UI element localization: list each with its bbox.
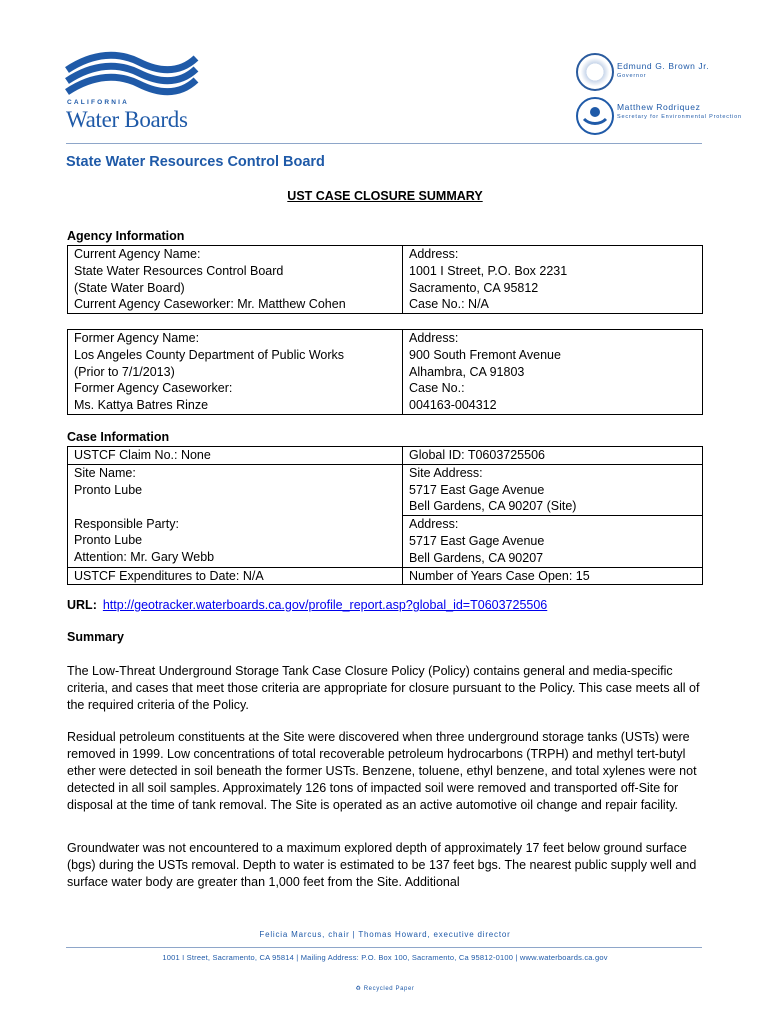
site-name: Pronto Lube xyxy=(74,482,143,497)
responsible-party-label: Responsible Party: xyxy=(74,516,179,531)
header-divider xyxy=(66,143,702,144)
summary-paragraph-1: The Low-Threat Underground Storage Tank Case Closure Policy (Policy) contains general and media-specific criteria, and cases that meet those criteria are appropriate for closure pursuant to the Policy. This case meets all of the required criteria of the Policy. xyxy=(67,664,700,712)
board-title: State Water Resources Control Board xyxy=(66,154,325,170)
site-address-street: 5717 East Gage Avenue xyxy=(409,482,545,497)
url-label: URL: xyxy=(67,598,97,612)
site-address-city: Bell Gardens, CA 90207 (Site) xyxy=(409,499,577,514)
former-case-number: 004163-004312 xyxy=(409,398,497,413)
california-seal-icon xyxy=(576,53,614,91)
global-id-cell: Global ID: T0603725506 xyxy=(403,447,703,465)
former-agency-address-cell xyxy=(403,330,703,415)
site-name-label: Site Name: xyxy=(74,465,136,480)
expenditures-cell: USTCF Expenditures to Date: N/A xyxy=(68,567,403,585)
secretary-title: Secretary for Environmental Protection xyxy=(617,114,742,120)
site-address-label: Site Address: xyxy=(409,465,483,480)
responsible-party-address-cell xyxy=(403,516,703,567)
footer-divider xyxy=(66,947,702,948)
calepa-logo-icon xyxy=(576,97,614,135)
current-address-street: 1001 I Street, P.O. Box 2231 xyxy=(409,263,568,278)
secretary-name: Matthew Rodriquez xyxy=(617,102,701,112)
former-address-street: 900 South Fremont Avenue xyxy=(409,347,561,362)
former-address-label: Address: xyxy=(409,331,459,345)
responsible-party-cell xyxy=(68,516,403,567)
former-caseworker-label: Former Agency Caseworker: xyxy=(74,381,233,396)
case-information-heading: Case Information xyxy=(67,430,170,444)
former-agency-date: (Prior to 7/1/2013) xyxy=(74,364,175,379)
former-agency-table xyxy=(67,329,703,415)
logo-name: Water Boards xyxy=(66,107,188,132)
governor-title: Governor xyxy=(617,73,647,79)
years-open-cell: Number of Years Case Open: 15 xyxy=(403,567,703,585)
current-address-label: Address: xyxy=(409,247,459,261)
footer-names: Felicia Marcus, chair | Thomas Howard, executive director xyxy=(259,930,511,939)
former-agency-cell xyxy=(68,330,403,415)
governor-name: Edmund G. Brown Jr. xyxy=(617,61,710,71)
site-name-cell xyxy=(68,464,403,515)
recycle-icon: ♻ xyxy=(355,986,364,992)
current-agency-caseworker: Current Agency Caseworker: Mr. Matthew Cohen xyxy=(74,297,346,312)
former-case-number-label: Case No.: xyxy=(409,381,465,396)
summary-heading: Summary xyxy=(67,630,124,644)
recycled-paper-mark xyxy=(0,985,770,992)
url-line xyxy=(67,598,547,612)
current-case-number: Case No.: N/A xyxy=(409,297,489,312)
current-agency-address-cell xyxy=(403,246,703,314)
current-agency-label: Current Agency Name: xyxy=(74,247,201,261)
current-agency-abbrev: (State Water Board) xyxy=(74,280,185,295)
former-caseworker-name: Ms. Kattya Batres Rinze xyxy=(74,398,209,413)
current-agency-table xyxy=(67,245,703,314)
case-information-table xyxy=(67,446,703,585)
document-title: UST CASE CLOSURE SUMMARY xyxy=(287,189,483,203)
responsible-party-name: Pronto Lube xyxy=(74,533,143,548)
summary-paragraph-2: Residual petroleum constituents at the Site were discovered when three underground storage tanks (USTs) were removed in 1999. Low concentrations of total recoverable petroleum hydrocarbons (TRPH) and methyl tert-butyl ether were detected in soil beneath the former USTs. Benzene, toluene, ethyl benzene, and total xylenes were not detected in all soil samples. Approximately 126 tons of impacted soil were removed and transported off-Site for disposal at the time of tank removal. The Site is operated as an active automotive oil change and repair facility. xyxy=(67,730,697,812)
governor-block xyxy=(617,61,709,81)
current-address-city: Sacramento, CA 95812 xyxy=(409,280,539,295)
recycled-paper-label: Recycled Paper xyxy=(363,986,415,992)
current-agency-name: State Water Resources Control Board xyxy=(74,263,284,278)
geotracker-link[interactable]: http://geotracker.waterboards.ca.gov/profile_report.asp?global_id=T0603725506 xyxy=(102,598,548,612)
rp-address-label: Address: xyxy=(409,517,459,532)
summary-paragraph-3: Groundwater was not encountered to a maximum explored depth of approximately 17 feet below ground surface (bgs) during the USTs removal. Depth to water is estimated to be 137 feet bgs. The nearest public supply well and surface water body are greater than 1,000 feet from the Site. Additional xyxy=(67,841,697,889)
secretary-block xyxy=(617,102,742,122)
responsible-party-attention: Attention: Mr. Gary Webb xyxy=(74,550,215,565)
former-agency-label: Former Agency Name: xyxy=(74,331,200,345)
logo-state-label: CALIFORNIA xyxy=(67,99,130,106)
footer-address: 1001 I Street, Sacramento, CA 95814 | Mailing Address: P.O. Box 100, Sacramento, Ca 95812-0100 | www.waterboards.ca.gov xyxy=(162,953,608,962)
former-agency-name: Los Angeles County Department of Public Works xyxy=(74,347,345,362)
current-agency-cell xyxy=(68,246,403,314)
agency-information-heading: Agency Information xyxy=(67,229,185,243)
former-address-city: Alhambra, CA 91803 xyxy=(409,364,525,379)
site-address-cell xyxy=(403,464,703,515)
claim-number-cell: USTCF Claim No.: None xyxy=(68,447,403,465)
rp-address-city: Bell Gardens, CA 90207 xyxy=(409,550,544,565)
rp-address-street: 5717 East Gage Avenue xyxy=(409,533,545,548)
